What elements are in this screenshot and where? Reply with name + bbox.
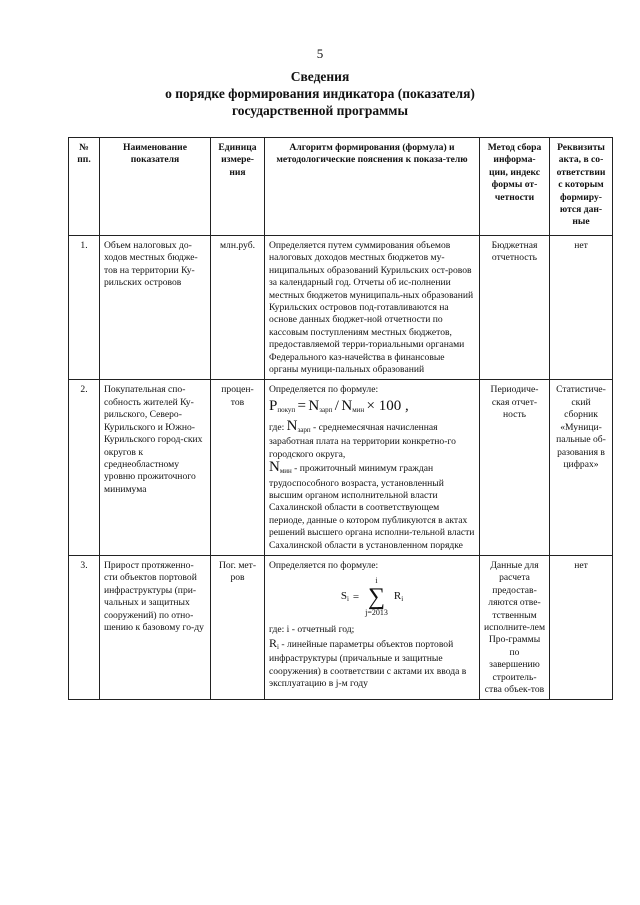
row-unit: процен-тов — [211, 380, 265, 555]
header-method: Метод сбора информа-ции, индекс формы от-четности — [480, 138, 550, 236]
header-algorithm: Алгоритм формирования (формула) и методологические пояснения к показа-телю — [265, 138, 480, 236]
page-number: 5 — [316, 46, 324, 61]
formula-definition-salary: где: $N_{зарп}$ - среднемесячная начисленная заработная плата на территории конкретно-го городского округа, — [269, 417, 456, 460]
formula-definition-year: где: i - отчетный год; — [269, 624, 355, 636]
row-name: Объем налоговых до-ходов местных бюдже-тов на территории Ку-рильских островов — [100, 236, 211, 380]
row-algorithm: Определяется путем суммирования объемов налоговых доходов местных бюджетов му-ниципальных образований Курильских ост-ровов за календарный год. Отчеты об ис-полнении местных бюджетов муниципаль-ных образований Курильских островов под-готавливаются на основе данных бюджет-ной отчетности по кассовым поступлениям местных бюджетов, предоставляемой терри-ториальными органами Федерального каз-начейства в финансовые органы муници-пальных образований — [265, 236, 480, 380]
table-row — [69, 380, 613, 555]
row-name: Покупательная спо-собность жителей Ку-рильского, Северо-Курильского и Южно-Курильского город-ских округов к среднеобластному уровню прожиточного минимума — [100, 380, 211, 555]
header-num: № пп. — [69, 138, 100, 236]
header-name: Наименование показателя — [100, 138, 211, 236]
indicator-table — [68, 137, 613, 700]
row-algorithm — [265, 555, 480, 699]
row-unit: млн.руб. — [211, 236, 265, 380]
formula-intro: Определяется по формуле: — [269, 559, 379, 571]
row-num: 3. — [69, 555, 100, 699]
table-row — [69, 236, 613, 380]
title-line-1: Сведения — [290, 69, 350, 84]
table-row — [69, 555, 613, 699]
formula-definition-params: $R_i$ - линейные параметры объектов портовой инфраструктуры (причальные и защитные сооружения) в соответствии с актами их ввода в эксплуатацию в j-м году — [269, 635, 467, 689]
row-method: Периодиче-ская отчет-ность — [480, 380, 550, 555]
formula-purchasing-power: $P_{покуп} = N_{зарп} / N_{мин} \times 100$ , — [269, 397, 409, 414]
formula-definition-minimum: $N_{мин}$ - прожиточный минимум граждан трудоспособного возраста, установленный высшим органом исполнительной власти Сахалинской области в соответствующем периоде, данные о котором публикуются в актах решений высшего органа исполни-тельной власти Сахалинской области в установленном порядке — [269, 459, 475, 551]
title-line-3: государственной программы — [231, 103, 409, 118]
row-requisites: Статистиче-ский сборник «Муници-пальные об-разования в цифрах» — [550, 380, 613, 555]
row-algorithm — [265, 380, 480, 555]
row-requisites: нет — [550, 555, 613, 699]
formula-intro: Определяется по формуле: — [269, 384, 379, 396]
row-requisites: нет — [550, 236, 613, 380]
row-unit: Пог. мет-ров — [211, 555, 265, 699]
row-num: 2. — [69, 380, 100, 555]
row-method: Бюджетная отчетность — [480, 236, 550, 380]
row-name: Прирост протяженно-сти объектов портовой инфраструктуры (при-чальных и защитных сооружений) по отно-шению к базовому го-ду — [100, 555, 211, 699]
row-num: 1. — [69, 236, 100, 380]
header-requisites: Реквизиты акта, в со-ответствии с которым формиру-ются дан-ные — [550, 138, 613, 236]
sigma-icon: ∑ — [367, 584, 386, 611]
document-title — [0, 68, 640, 119]
title-line-2: о порядке формирования индикатора (показателя) — [165, 86, 475, 101]
formula-sum: $S_i$ = i ∑ j=2013 $R_i$ — [340, 576, 404, 618]
table-header-row — [69, 138, 613, 236]
header-unit: Единица измере-ния — [211, 138, 265, 236]
row-method: Данные для расчета предостав-ляются отве-тственным исполните-лем Про-граммы по завершению строитель-ства объек-тов — [480, 555, 550, 699]
